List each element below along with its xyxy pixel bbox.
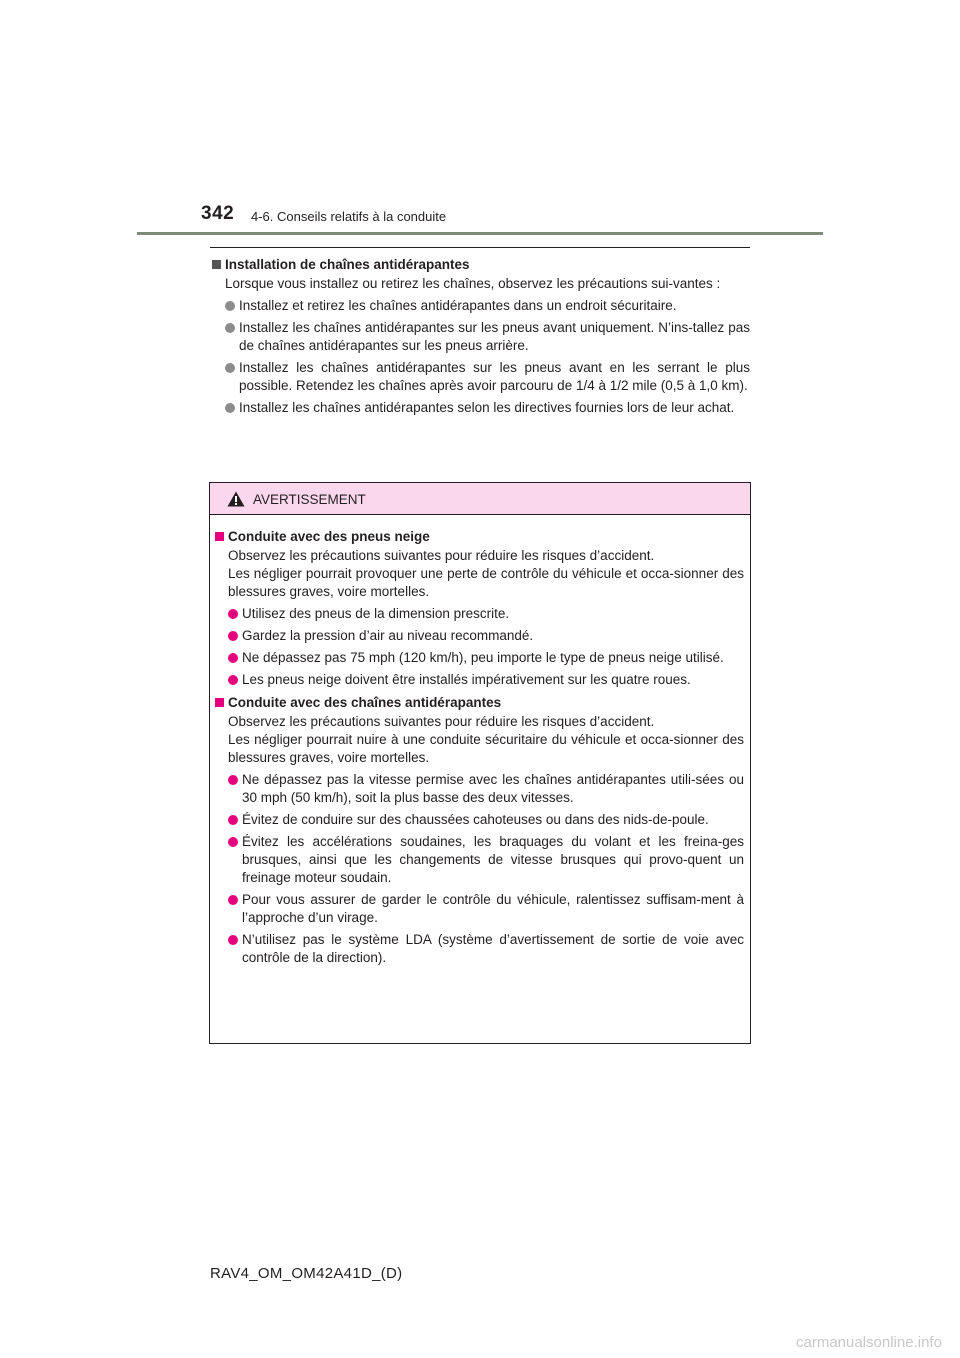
- snow-tires-line1: Observez les précautions suivantes pour réduire les risques d’accident.: [228, 548, 655, 563]
- install-bullet-text: Installez les chaînes antidérapantes selon les directives fournies lors de leur achat.: [239, 400, 735, 415]
- chains-bullet: [213, 811, 744, 829]
- chains-bullet-text: N’utilisez pas le système LDA (système d’avertissement de sortie de voie avec contrôle de la direction).: [242, 932, 744, 965]
- bullet-dot-icon: [228, 653, 238, 663]
- bullet-dot-icon: [225, 403, 235, 413]
- chains-line2: Les négliger pourrait nuire à une conduite sécuritaire du véhicule et occa-sionner des blessures graves, voire mortelles.: [228, 732, 744, 765]
- chains-bullet: [213, 931, 744, 967]
- chains-bullet-text: Évitez les accélérations soudaines, les braquages du volant et les freina-ges brusques, ainsi que les changements de vitesse brusques qui provo-quent un freinage moteur soudain.: [242, 834, 744, 885]
- square-bullet-icon: [212, 260, 221, 269]
- bullet-dot-icon: [228, 675, 238, 685]
- bullet-dot-icon: [225, 301, 235, 311]
- bullet-dot-icon: [228, 935, 238, 945]
- warning-title: AVERTISSEMENT: [253, 492, 366, 507]
- bullet-dot-icon: [228, 631, 238, 641]
- install-bullet: [210, 359, 750, 395]
- bullet-dot-icon: [228, 775, 238, 785]
- warning-header: [210, 483, 750, 515]
- install-heading: [210, 256, 750, 274]
- watermark: carmanualsonline.info: [796, 1334, 942, 1351]
- chains-bullet: [213, 891, 744, 927]
- chains-heading-text: Conduite avec des chaînes antidérapantes: [228, 695, 502, 710]
- bullet-dot-icon: [228, 837, 238, 847]
- install-bullet: [210, 319, 750, 355]
- install-bullet-text: Installez les chaînes antidérapantes sur les pneus avant uniquement. N’ins-tallez pas de chaînes antidérapantes sur les pneus arrière.: [239, 320, 750, 353]
- bullet-dot-icon: [228, 609, 238, 619]
- snow-tires-bullet: [213, 605, 744, 623]
- install-intro: Lorsque vous installez ou retirez les chaînes, observez les précautions sui-vantes :: [225, 276, 721, 291]
- chains-bullet: [213, 771, 744, 807]
- chains-bullet-text: Pour vous assurer de garder le contrôle du véhicule, ralentissez suffisam-ment à l’approche d’un virage.: [242, 892, 744, 925]
- snow-tires-bullet-text: Gardez la pression d’air au niveau recommandé.: [242, 628, 534, 643]
- warning-body: [210, 515, 750, 967]
- bullet-dot-icon: [225, 323, 235, 333]
- snow-tires-bullet-text: Utilisez des pneus de la dimension prescrite.: [242, 606, 510, 621]
- page-number: 342: [201, 203, 235, 224]
- snow-tires-line2: Les négliger pourrait provoquer une perte de contrôle du véhicule et occa-sionner des blessures graves, voire mortelles.: [228, 566, 744, 599]
- chains-bullet-text: Évitez de conduire sur des chaussées cahoteuses ou dans des nids-de-poule.: [242, 812, 709, 827]
- chains-bullet-text: Ne dépassez pas la vitesse permise avec les chaînes antidérapantes utili-sées ou 30 mph (50 km/h), soit la plus basse des deux vitesses.: [242, 772, 744, 805]
- install-bullet: [210, 297, 750, 315]
- install-bullet-text: Installez les chaînes antidérapantes sur les pneus avant en les serrant le plus possible. Retendez les chaînes après avoir parcouru de 1/4 à 1/2 mile (0,5 à 1,0 km).: [239, 360, 750, 393]
- install-bullet-text: Installez et retirez les chaînes antidérapantes dans un endroit sécuritaire.: [239, 298, 677, 313]
- chains-heading: [213, 694, 744, 712]
- snow-tires-bullet: [213, 627, 744, 645]
- snow-tires-heading-text: Conduite avec des pneus neige: [228, 529, 430, 544]
- snow-tires-bullet: [213, 649, 744, 667]
- install-heading-text: Installation de chaînes antidérapantes: [225, 257, 470, 272]
- document-code: RAV4_OM_OM42A41D_(D): [210, 1265, 403, 1282]
- bullet-dot-icon: [228, 895, 238, 905]
- chains-line1: Observez les précautions suivantes pour réduire les risques d’accident.: [228, 714, 655, 729]
- bullet-dot-icon: [225, 363, 235, 373]
- snow-tires-bullet-text: Les pneus neige doivent être installés impérativement sur les quatre roues.: [242, 672, 691, 687]
- snow-tires-heading: [213, 528, 744, 546]
- bullet-dot-icon: [228, 815, 238, 825]
- warning-triangle-icon: [227, 491, 245, 507]
- square-bullet-icon: [215, 698, 224, 707]
- install-bullet: [210, 399, 750, 417]
- chains-bullet: [213, 833, 744, 887]
- square-bullet-icon: [215, 532, 224, 541]
- install-section: [210, 256, 750, 417]
- section-title: 4-6. Conseils relatifs à la conduite: [251, 209, 447, 224]
- header-divider: [137, 232, 823, 235]
- content-divider: [210, 247, 750, 248]
- snow-tires-bullet: [213, 671, 744, 689]
- snow-tires-bullet-text: Ne dépassez pas 75 mph (120 km/h), peu importe le type de pneus neige utilisé.: [242, 650, 724, 665]
- warning-box: [209, 482, 751, 1044]
